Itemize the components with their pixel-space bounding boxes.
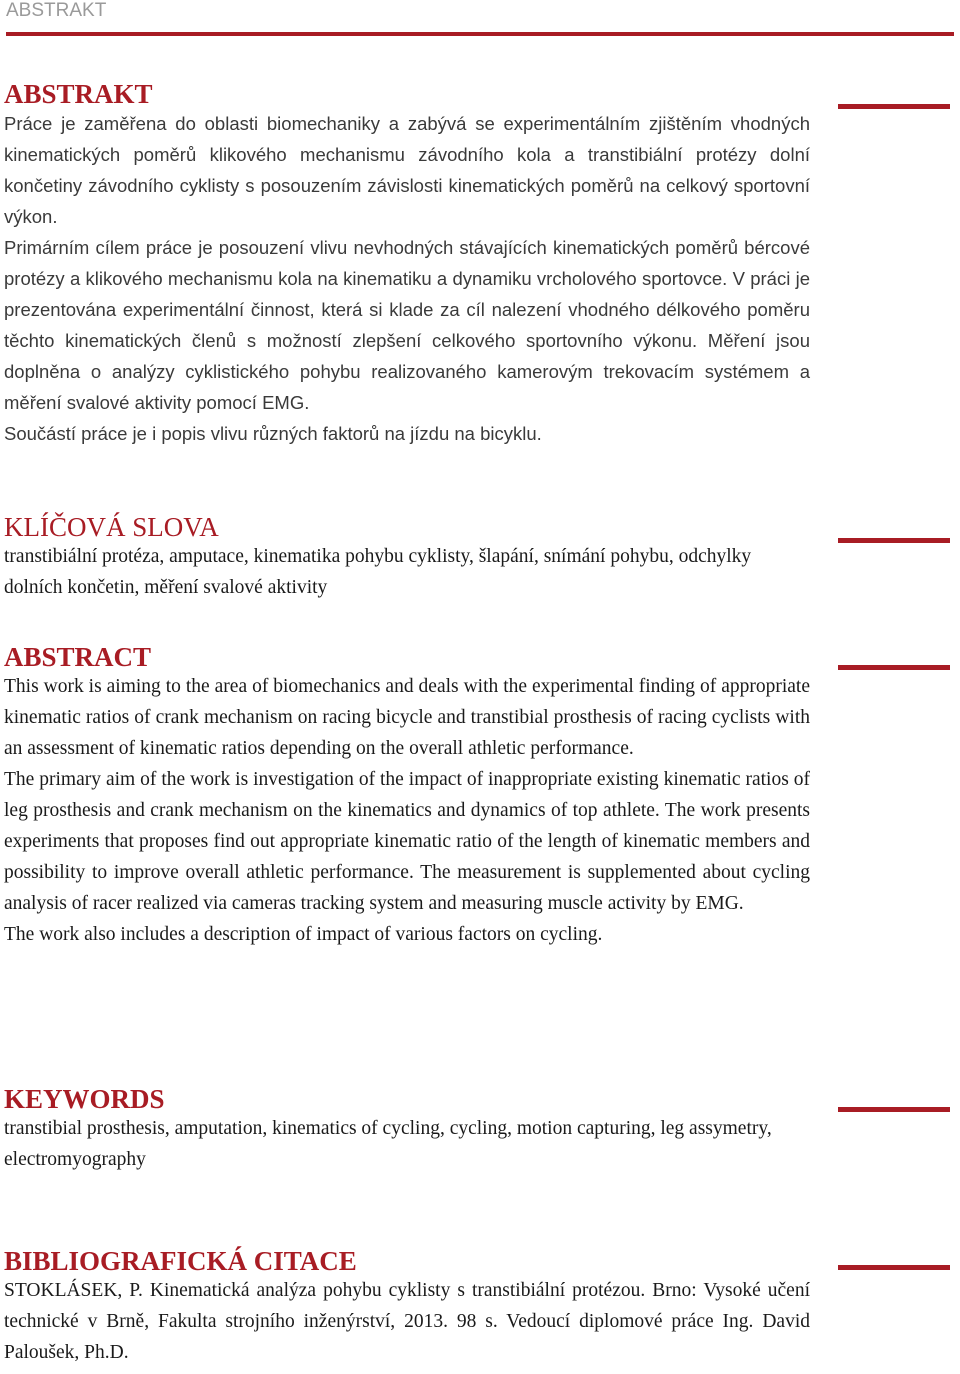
keywords-text: transtibial prosthesis, amputation, kinematics of cycling, cycling, motion capturing, leg assymetry, electromyography xyxy=(4,1118,772,1170)
heading-bibliografie: BIBLIOGRAFICKÁ CITACE xyxy=(4,1246,357,1276)
section-marker-keywords xyxy=(838,1107,950,1112)
section-marker-abstrakt xyxy=(838,104,950,109)
heading-klicova-slova: KLÍČOVÁ SLOVA xyxy=(4,512,219,542)
section-klicova-slova xyxy=(4,513,810,603)
section-bibliografie xyxy=(4,1247,810,1368)
abstract-paragraph-1: This work is aiming to the area of biomechanics and deals with the experimental finding of appropriate kinematic ratios of crank mechanism on racing bicycle and transtibial prosthesis of racing cyclists with an assessment of kinematic ratios depending on the overall athletic performance. xyxy=(4,676,810,759)
abstrakt-paragraph-3: Součástí práce je i popis vlivu různých faktorů na jízdu na bicyklu. xyxy=(4,423,542,444)
section-abstrakt xyxy=(4,80,810,449)
section-marker-klicova-slova xyxy=(838,538,950,543)
section-keywords xyxy=(4,1085,810,1175)
abstrakt-paragraph-1: Práce je zaměřena do oblasti biomechaniky a zabývá se experimentálním zjištěním vhodných kinematických poměrů klikového mechanismu závodního kola a transtibiální protézy dolní končetiny závodního cyklisty s posouzením závislosti kinematických poměrů na celkový sportovní výkon. xyxy=(4,113,810,227)
bibliografie-citation: STOKLÁSEK, P. Kinematická analýza pohybu cyklisty s transtibiální protézou. Brno: Vysoké učení technické v Brně, Fakulta strojního inženýrství, 2013. 98 s. Vedoucí diplomové práce Ing. David Paloušek, Ph.D. xyxy=(4,1280,810,1363)
abstract-paragraph-3: The work also includes a description of impact of various factors on cycling. xyxy=(4,924,603,945)
heading-abstract: ABSTRACT xyxy=(4,642,152,672)
klicova-slova-text: transtibiální protéza, amputace, kinematika pohybu cyklisty, šlapání, snímání pohybu, odchylky dolních končetin, měření svalové aktivity xyxy=(4,546,752,598)
abstract-paragraph-2: The primary aim of the work is investigation of the impact of inappropriate existing kinematic ratios of leg prosthesis and crank mechanism on the kinematics and dynamics of top athlete. The work presents experiments that proposes find out appropriate kinematic ratio of the length of kinematic members and possibility to improve overall athletic performance. The measurement is supplemented about cycling analysis of racer realized via cameras tracking system and measuring muscle activity by EMG. xyxy=(4,769,810,914)
heading-abstrakt: ABSTRAKT xyxy=(4,79,153,109)
section-marker-bibliografie xyxy=(838,1265,950,1270)
section-abstract xyxy=(4,643,810,950)
section-marker-abstract xyxy=(838,665,950,670)
header-rule xyxy=(6,32,954,36)
heading-keywords: KEYWORDS xyxy=(4,1084,165,1114)
abstrakt-paragraph-2: Primárním cílem práce je posouzení vlivu nevhodných stávajících kinematických poměrů bércové protézy a klikového mechanismu kola na kinematiku a dynamiku vrcholového sportovce. V práci je prezentována experimentální činnost, která si klade za cíl nalezení vhodného délkového poměru těchto kinematických členů s možností zlepšení celkového sportovního výkonu. Měření jsou doplněna o analýzy cyklistického pohybu realizovaného kamerovým trekovacím systémem a měření svalové aktivity pomocí EMG. xyxy=(4,237,810,413)
running-header: ABSTRAKT xyxy=(6,0,107,21)
